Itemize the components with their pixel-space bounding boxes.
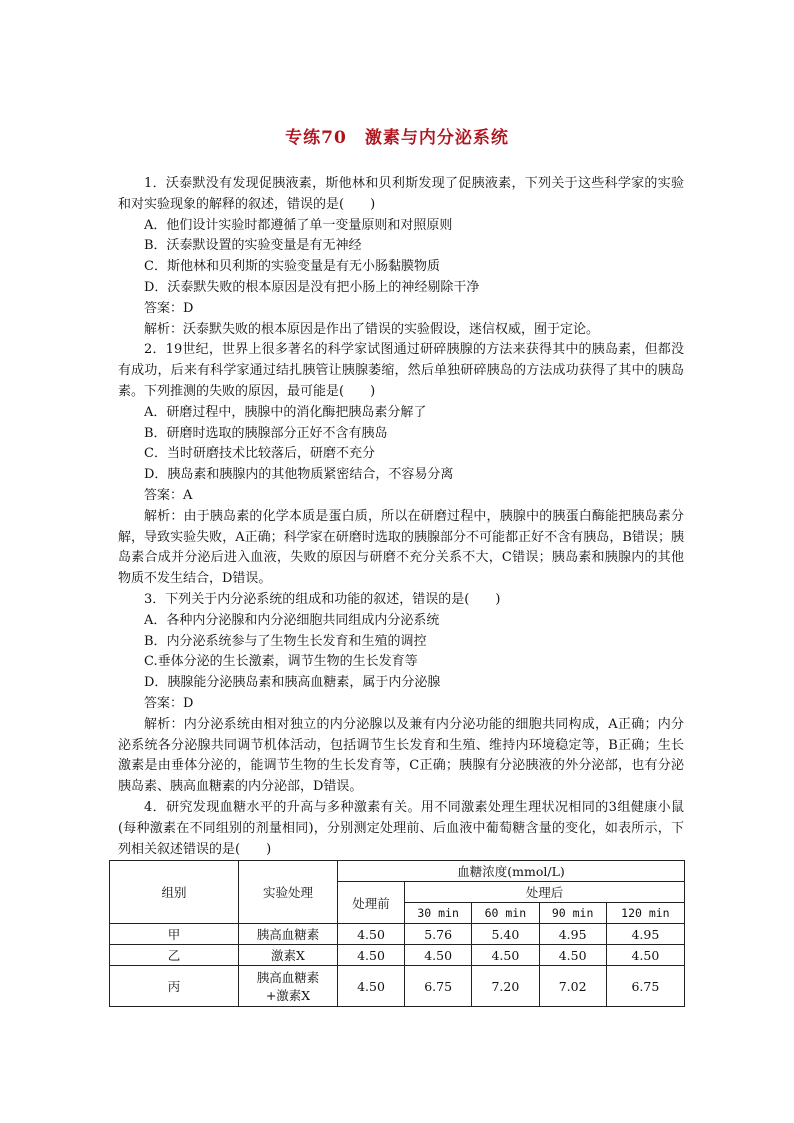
question-2-option-b: B．研磨时选取的胰腺部分正好不含有胰岛 — [144, 425, 388, 441]
question-1-option-a: A．他们设计实验时都遵循了单一变量原则和对照原则 — [144, 217, 453, 233]
question-3-option-a: A．各种内分泌腺和内分泌细胞共同组成内分泌系统 — [144, 612, 440, 628]
question-2-stem: 2．19世纪，世界上很多著名的科学家试图通过研碎胰腺的方法来获得其中的胰岛素，但都没有成功，后来有科学家通过结扎胰管让胰腺萎缩，然后单独研碎胰岛的方法成功获得了其中的胰岛素。下列推测的失败的原因，最可能是( ) — [118, 342, 684, 399]
blood-glucose-table — [109, 860, 685, 1007]
header-time: 60 min — [472, 903, 539, 924]
cell-value: 6.75 — [606, 966, 684, 1007]
cell-group: 丙 — [110, 966, 239, 1007]
question-3-option-d: D．胰腺能分泌胰岛素和胰高血糖素，属于内分泌腺 — [144, 675, 441, 691]
cell-value: 4.50 — [338, 945, 405, 966]
table-row — [110, 966, 685, 1007]
cell-value: 4.50 — [472, 945, 539, 966]
question-1-analysis: 解析：沃泰默失败的根本原因是作出了错误的实验假设，迷信权威，囿于定论。 — [144, 321, 600, 337]
cell-value: 5.40 — [472, 924, 539, 945]
header-time: 90 min — [539, 903, 606, 924]
header-before: 处理前 — [338, 882, 405, 924]
cell-value: 6.75 — [405, 966, 472, 1007]
question-2-analysis: 解析：由于胰岛素的化学本质是蛋白质，所以在研磨过程中，胰腺中的胰蛋白酶能把胰岛素分解，导致实验失败，A正确；科学家在研磨时选取的胰腺部分不可能都正好不含有胰岛，B错误；胰岛素合成并分泌后进入血液，失败的原因与研磨不充分关系不大，C错误；胰岛素和胰腺内的其他物质不发生结合，D错误。 — [118, 508, 684, 587]
cell-treatment: 胰高血糖素+激素X — [239, 966, 338, 1007]
cell-value: 4.50 — [539, 945, 606, 966]
cell-value: 4.95 — [606, 924, 684, 945]
cell-value: 4.50 — [338, 924, 405, 945]
question-2-option-a: A．研磨过程中，胰腺中的消化酶把胰岛素分解了 — [144, 404, 427, 420]
cell-group: 甲 — [110, 924, 239, 945]
question-3-option-b: B．内分泌系统参与了生物生长发育和生殖的调控 — [144, 633, 427, 649]
question-1-option-d: D．沃泰默失败的根本原因是没有把小肠上的神经剔除干净 — [144, 279, 480, 295]
table-row — [110, 924, 685, 945]
question-3-answer: 答案：D — [144, 695, 194, 711]
question-1-stem: 1．沃泰默没有发现促胰液素，斯他林和贝利斯发现了促胰液素，下列关于这些科学家的实验和对实验现象的解释的叙述，错误的是( ) — [118, 176, 684, 212]
header-after: 处理后 — [405, 882, 685, 903]
cell-value: 4.95 — [539, 924, 606, 945]
question-2-option-c: C．当时研磨技术比较落后，研磨不充分 — [144, 446, 375, 462]
question-4-stem: 4．研究发现血糖水平的升高与多种激素有关。用不同激素处理生理状况相同的3组健康小鼠(每种激素在不同组别的剂量相同)，分别测定处理前、后血液中葡萄糖含量的变化，如表所示，下列相关叙述错误的是( ) — [118, 799, 684, 857]
header-time: 30 min — [405, 903, 472, 924]
cell-value: 7.02 — [539, 966, 606, 1007]
table-row — [110, 945, 685, 966]
cell-value: 7.20 — [472, 966, 539, 1007]
cell-treatment: 激素X — [239, 945, 338, 966]
question-3-option-c: C.垂体分泌的生长激素，调节生物的生长发育等 — [144, 654, 418, 670]
header-glucose: 血糖浓度(mmol/L) — [338, 861, 685, 882]
cell-value: 5.76 — [405, 924, 472, 945]
question-1-answer: 答案：D — [144, 300, 194, 316]
cell-group: 乙 — [110, 945, 239, 966]
question-1-option-b: B．沃泰默设置的实验变量是有无神经 — [144, 238, 362, 254]
cell-treatment: 胰高血糖素 — [239, 924, 338, 945]
page-title: 专练70 激素与内分泌系统 — [285, 128, 509, 148]
question-3-stem: 3．下列关于内分泌系统的组成和功能的叙述，错误的是( ) — [144, 591, 501, 607]
cell-value: 4.50 — [606, 945, 684, 966]
questions-content — [118, 174, 684, 860]
question-2-answer: 答案：A — [144, 487, 193, 503]
question-3-analysis: 解析：内分泌系统由相对独立的内分泌腺以及兼有内分泌功能的细胞共同构成，A正确；内分泌系统各分泌腺共同调节机体活动，包括调节生长发育和生殖、维持内环境稳定等，B正确；生长激素是由垂体分泌的，能调节生物的生长发育等，C正确；胰腺有分泌胰液的外分泌部，也有分泌胰岛素、胰高血糖素的内分泌部，D错误。 — [118, 716, 684, 795]
cell-value: 4.50 — [405, 945, 472, 966]
header-treatment: 实验处理 — [239, 861, 338, 924]
cell-value: 4.50 — [338, 966, 405, 1007]
question-1-option-c: C．斯他林和贝利斯的实验变量是有无小肠黏膜物质 — [144, 259, 440, 275]
header-time: 120 min — [606, 903, 684, 924]
header-group: 组别 — [110, 861, 239, 924]
question-2-option-d: D．胰岛素和胰腺内的其他物质紧密结合，不容易分离 — [144, 467, 454, 483]
